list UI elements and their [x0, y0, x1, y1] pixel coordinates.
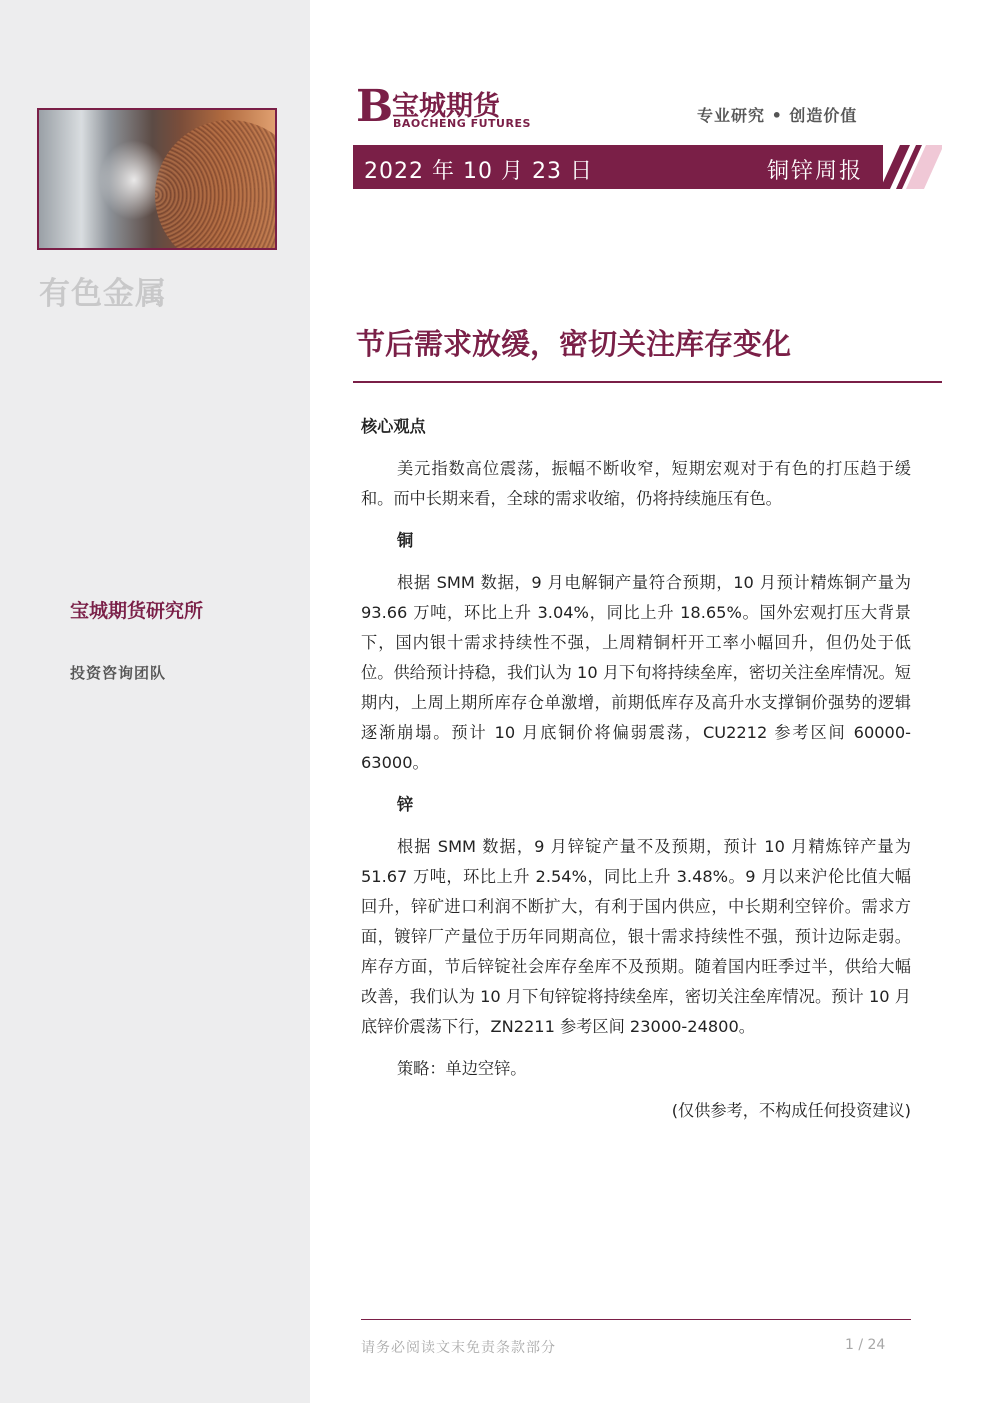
institute-name: 宝城期货研究所 — [70, 600, 204, 622]
team-name: 投资咨询团队 — [70, 664, 167, 682]
banner-stripes-icon — [870, 145, 942, 189]
copper-heading: 铜 — [397, 531, 414, 550]
report-date: 2022 年 10 月 23 日 — [364, 159, 593, 184]
sidebar — [0, 0, 310, 1403]
logo-en: BAOCHENG FUTURES — [393, 117, 531, 130]
page-number: 1 / 24 — [845, 1337, 886, 1353]
core-heading: 核心观点 — [361, 417, 426, 436]
core-paragraph: 美元指数高位震荡，振幅不断收窄，短期宏观对于有色的打压趋于缓和。而中长期来看，全球的需求收缩，仍将持续施压有色。 — [361, 459, 911, 508]
zinc-paragraph: 根据 SMM 数据，9 月锌锭产量不及预期，预计 10 月精炼锌产量为 51.67 万吨，环比上升 2.54%，同比上升 3.48%。9 月以来沪伦比值大幅回升，锌矿进口利润不断扩大，有利于国内供应，中长期利空锌价。需求方面，镀锌厂产量位于历年同期高位，银十需求持续性不强，预计边际走弱。库存方面，节后锌锭社会库存垒库不及预期。随着国内旺季过半，供给大幅改善，我们认为 10 月下旬锌锭将持续垒库，密切关注垒库情况。预计 10 月底锌价震荡下行，ZN2211 参考区间 23000-24800。 — [361, 837, 911, 1036]
logo-mark-icon: B — [356, 81, 394, 132]
report-body — [361, 412, 911, 1126]
strategy-text: 策略：单边空锌。 — [397, 1059, 527, 1078]
cover-photo — [37, 108, 277, 250]
report-title: 节后需求放缓，密切关注库存变化 — [356, 327, 792, 361]
report-type: 铜锌周报 — [766, 159, 863, 184]
zinc-heading: 锌 — [397, 795, 414, 814]
footer-notice: 请务必阅读文末免责条款部分 — [361, 1340, 556, 1356]
title-divider — [353, 381, 942, 383]
slogan: 专业研究 • 创造价值 — [697, 106, 858, 125]
footer-divider — [361, 1319, 911, 1320]
logo-cn: 宝城期货 — [392, 91, 500, 122]
copper-paragraph: 根据 SMM 数据，9 月电解铜产量符合预期，10 月预计精炼铜产量为 93.66 万吨，环比上升 3.04%，同比上升 18.65%。国外宏观打压大背景下，国内银十需求持续性不强，上周精铜杆开工率小幅回升，但仍处于低位。供给预计持稳，我们认为 10 月下旬将持续垒库，密切关注垒库情况。短期内，上周上期所库存仓单激增，前期低库存及高升水支撑铜价强势的逻辑逐渐崩塌。预计 10 月底铜价将偏弱震荡，CU2212 参考区间 60000-63000。 — [361, 573, 911, 772]
sector-label: 有色金属 — [39, 276, 167, 312]
date-banner — [353, 145, 883, 189]
disclaimer-text: (仅供参考，不构成任何投资建议) — [671, 1101, 911, 1120]
